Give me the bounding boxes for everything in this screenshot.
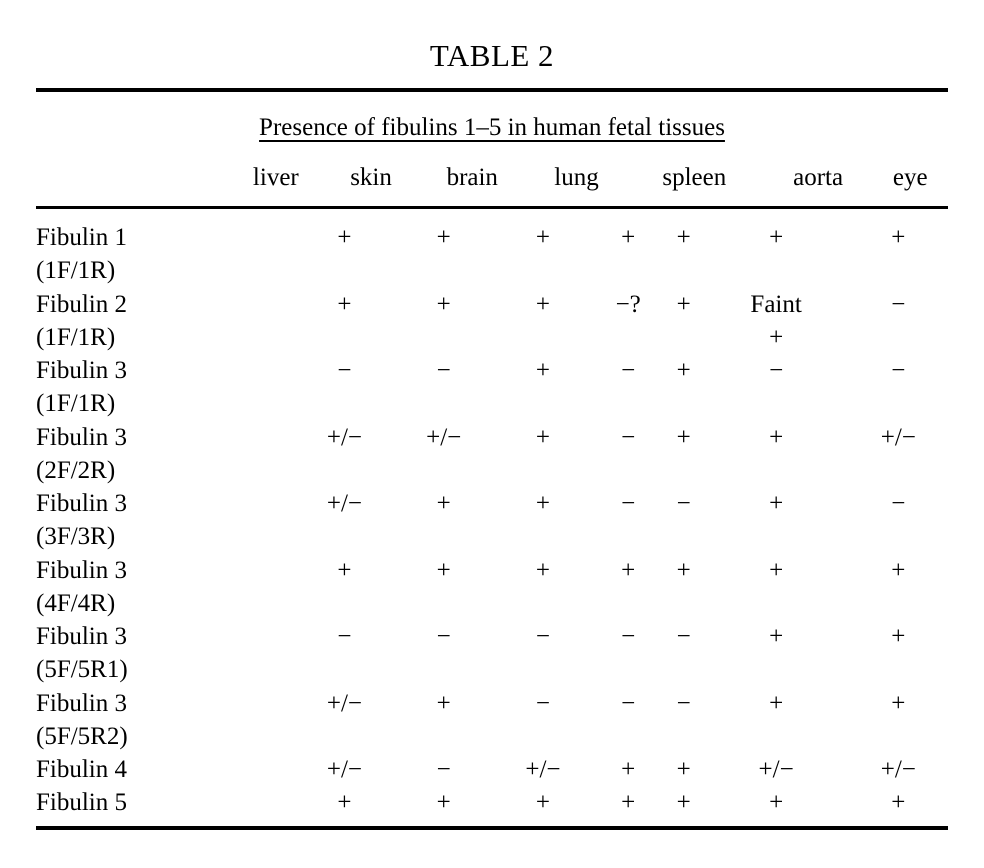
fibulin-tissue-table [36, 158, 948, 206]
row-label: Fibulin 2 (1F/1R) [36, 290, 127, 351]
cell-lung: + [621, 756, 636, 783]
cell-lung: − [621, 423, 636, 451]
cell-aorta: + [769, 423, 784, 451]
cell-spleen: + [676, 423, 691, 451]
cell-brain: + [535, 357, 551, 384]
cell-aorta: + [769, 224, 784, 251]
cell-lung: + [621, 224, 636, 251]
cell-liver: +/− [326, 490, 363, 517]
row-label: Fibulin 3 (3F/3R) [36, 490, 127, 551]
table-row [36, 753, 948, 786]
cell-brain: + [535, 789, 551, 817]
cell-aorta: − [769, 357, 784, 384]
cell-brain: − [535, 623, 551, 650]
cell-aorta: + [769, 490, 784, 517]
cell-lung: + [621, 556, 636, 584]
cell-eye: + [891, 689, 906, 717]
cell-liver: − [337, 623, 352, 650]
cell-liver: + [337, 789, 352, 817]
row-label: Fibulin 3 (5F/5R2) [36, 689, 128, 750]
cell-liver: +/− [326, 689, 363, 717]
cell-aorta: Faint + [750, 290, 802, 351]
cell-eye: +/− [880, 423, 916, 451]
table-caption-text: Presence of fibulins 1–5 in human fetal tissues [259, 114, 725, 141]
row-label: Fibulin 3 (2F/2R) [36, 423, 127, 484]
table-row [36, 786, 948, 819]
cell-eye: − [891, 290, 906, 318]
cell-skin: + [436, 224, 451, 251]
cell-eye: + [891, 623, 906, 650]
cell-spleen: − [676, 689, 691, 717]
table-row [36, 487, 948, 554]
cell-brain: − [535, 689, 551, 717]
cell-lung: − [621, 689, 636, 717]
row-label: Fibulin 3 (4F/4R) [36, 556, 127, 617]
column-header-liver: liver [252, 164, 299, 191]
cell-skin: +/− [426, 423, 462, 451]
cell-spleen: + [676, 290, 691, 318]
cell-skin: − [436, 756, 451, 783]
cell-eye: + [891, 556, 906, 584]
table-row [36, 687, 948, 754]
table-caption [36, 92, 948, 158]
cell-skin: + [436, 556, 451, 584]
cell-aorta: + [769, 689, 784, 717]
cell-brain: + [535, 224, 551, 251]
table-head [36, 158, 948, 206]
column-header-aorta: aorta [793, 164, 844, 191]
column-header-rowlabel [36, 158, 226, 206]
column-header-brain: brain [446, 164, 498, 191]
cell-aorta: + [769, 623, 784, 650]
table-row [36, 354, 948, 421]
cell-liver: + [337, 290, 352, 318]
column-header-eye: eye [892, 164, 928, 191]
fibulin-tissue-table-body [36, 209, 948, 820]
cell-skin: − [436, 623, 451, 650]
cell-liver: +/− [326, 423, 363, 451]
column-header-skin: skin [350, 164, 392, 191]
cell-eye: − [891, 357, 906, 384]
cell-skin: + [436, 789, 451, 817]
cell-spleen: + [676, 357, 691, 384]
column-header-spleen: spleen [662, 164, 727, 191]
cell-liver: +/− [326, 756, 363, 783]
cell-liver: + [337, 224, 352, 251]
table-number-heading: TABLE 2 [429, 38, 555, 73]
cell-aorta: + [769, 789, 784, 817]
row-label: Fibulin 1 (1F/1R) [36, 224, 127, 285]
cell-skin: + [436, 689, 451, 717]
cell-spleen: + [676, 224, 691, 251]
cell-lung: − [621, 357, 636, 384]
cell-brain: + [535, 423, 551, 451]
row-label: Fibulin 4 [36, 756, 127, 783]
cell-lung: −? [615, 290, 641, 318]
cell-lung: + [621, 789, 636, 817]
cell-aorta: + [769, 556, 784, 584]
column-header-lung: lung [554, 164, 599, 191]
cell-liver: − [337, 357, 352, 384]
table-row [36, 620, 948, 687]
table-row [36, 288, 948, 355]
cell-lung: − [621, 490, 636, 517]
row-label: Fibulin 5 [36, 789, 127, 817]
cell-spleen: − [676, 490, 691, 517]
table-row [36, 209, 948, 288]
cell-skin: − [436, 357, 451, 384]
table-body [36, 209, 948, 820]
cell-skin: + [436, 290, 451, 318]
cell-liver: + [337, 556, 352, 584]
cell-spleen: − [676, 623, 691, 650]
cell-brain: + [535, 556, 551, 584]
cell-spleen: + [676, 556, 691, 584]
table-row [36, 554, 948, 621]
cell-lung: − [621, 623, 636, 650]
cell-eye: + [891, 224, 906, 251]
cell-brain: + [535, 490, 551, 517]
cell-eye: − [891, 490, 906, 517]
table-row [36, 421, 948, 488]
cell-eye: +/− [880, 756, 916, 783]
cell-spleen: + [676, 789, 691, 817]
cell-eye: + [891, 789, 906, 817]
cell-spleen: + [676, 756, 691, 783]
row-label: Fibulin 3 (1F/1R) [36, 357, 127, 418]
row-label: Fibulin 3 (5F/5R1) [36, 623, 128, 684]
cell-skin: + [436, 490, 451, 517]
bottom-rule [36, 826, 948, 830]
cell-brain: +/− [525, 756, 561, 783]
cell-brain: + [535, 290, 551, 318]
cell-aorta: +/− [758, 756, 794, 783]
header-row [36, 158, 948, 206]
